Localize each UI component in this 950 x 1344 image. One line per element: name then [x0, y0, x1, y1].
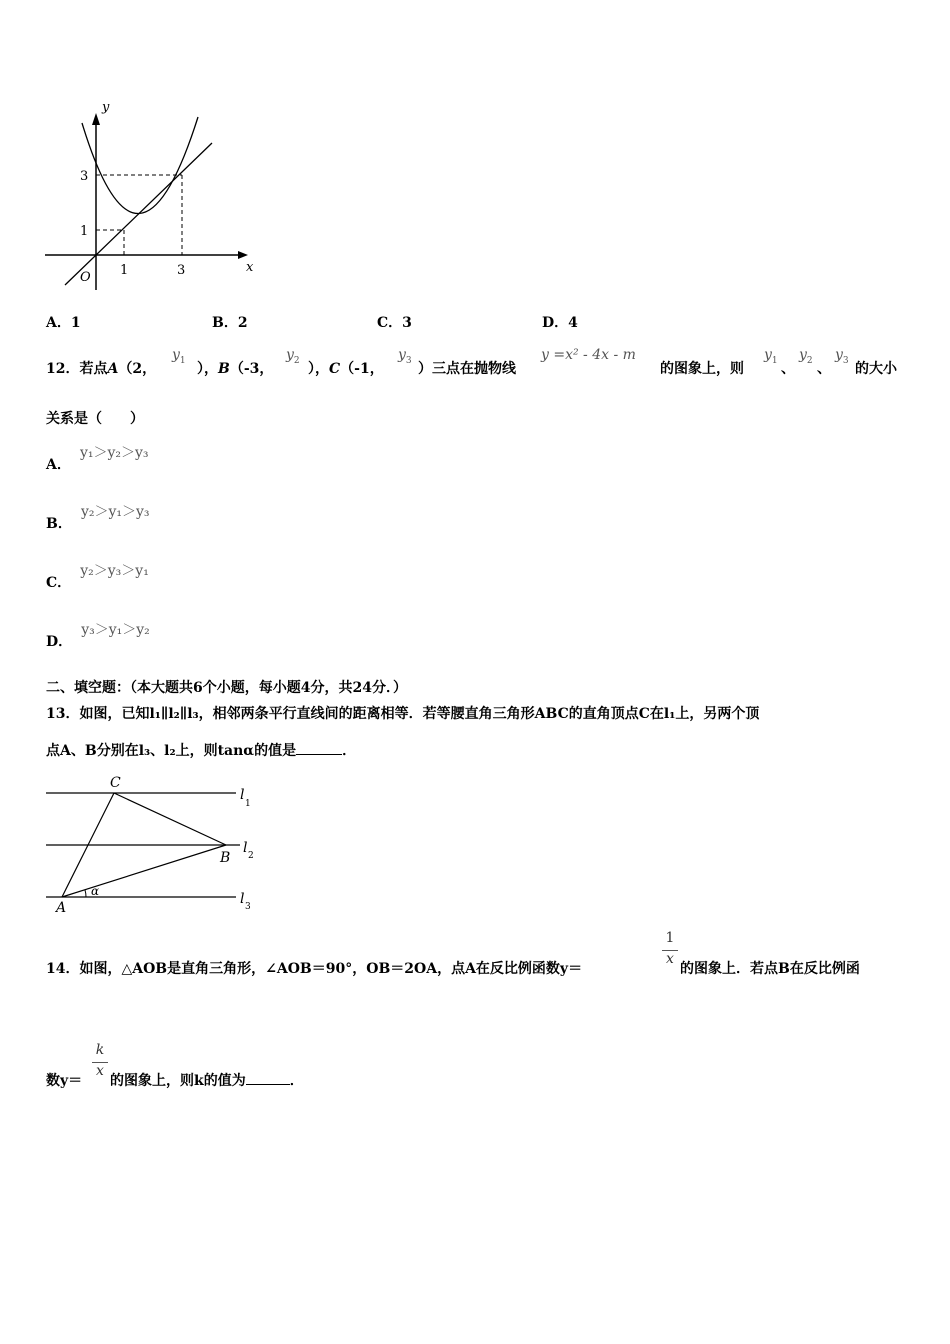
q12-stem-then: 的图象上，则: [660, 361, 744, 377]
option-label: A．: [46, 315, 71, 331]
option-label: C．: [46, 575, 72, 591]
parabola-line-figure: [40, 95, 270, 300]
tick-x3: 3: [177, 263, 186, 278]
q14-stem-line1-end: 的图象上．若点B在反比例函: [680, 961, 860, 977]
option-label: D．: [542, 315, 569, 331]
q12-y2: $y_2$: [286, 347, 300, 366]
tick-x1: 1: [120, 263, 129, 278]
q12-y2-ref: $y_2$: [799, 347, 813, 366]
section-heading: 二、填空题：（本大题共6个小题，每小题4分，共24分．）: [46, 680, 407, 696]
q14-stem-line2-end: 的图象上，则k的值为 ．: [110, 1073, 304, 1089]
label-c: C: [110, 775, 121, 791]
q12-stem-end: 的大小: [855, 361, 897, 377]
option-expr: y₂＞y₃＞y₁: [80, 563, 149, 579]
label-l2-sub: 2: [248, 851, 254, 861]
q11-option-d[interactable]: [542, 312, 578, 332]
q12-y1-ref: $y_1$: [764, 347, 778, 366]
side-ab: [62, 845, 226, 897]
tick-y3: 3: [80, 169, 89, 184]
y-axis-label: y: [102, 100, 110, 115]
q14-fraction-1-over-x: 1 x: [662, 930, 678, 967]
q12-option-d[interactable]: [46, 619, 150, 650]
q13-stem-line2: 点A、B分别在l₃、l₂上，则tanα的值是 ．: [46, 743, 357, 759]
label-alpha: α: [91, 884, 100, 898]
option-label: A．: [46, 457, 71, 473]
side-cb: [114, 793, 226, 845]
q12-y1: $y_1$: [172, 347, 186, 366]
answer-blank[interactable]: [296, 742, 342, 755]
q12-stem-line1: 12．若点A（2，: [46, 361, 157, 377]
option-value: 2: [237, 315, 248, 331]
option-expr: y₁＞y₂＞y₃: [79, 445, 149, 461]
option-expr: y₂＞y₁＞y₃: [80, 504, 150, 520]
q12-option-a[interactable]: [46, 442, 149, 473]
q12-stem-b: ），B（-3，: [197, 361, 274, 377]
q12-stem-parabola: ）三点在抛物线: [418, 361, 516, 377]
label-a: A: [56, 900, 67, 916]
y-axis-arrow: [92, 113, 100, 125]
q14-stem-line2: 数y＝: [46, 1073, 83, 1089]
q11-option-a[interactable]: [46, 312, 81, 332]
option-value: 3: [402, 315, 412, 331]
q12-option-c[interactable]: [46, 560, 149, 591]
q12-y3-ref: $y_3$: [835, 347, 849, 366]
parallel-lines-triangle-figure: [40, 772, 270, 917]
option-label: B．: [212, 315, 238, 331]
q14-fraction-k-over-x: k x: [92, 1042, 108, 1079]
option-label: C．: [377, 315, 403, 331]
label-l3: l: [240, 891, 245, 907]
q13-stem-line1: 13．如图，已知l₁∥l₂∥l₃，相邻两条平行直线间的距离相等．若等腰直角三角形ABC的直角顶点C在l₁上，另两个顶: [46, 706, 760, 722]
q12-stem-line2: 关系是（ ）: [46, 411, 144, 427]
option-expr: y₃＞y₁＞y₂: [81, 622, 150, 638]
q12-sep2: 、: [817, 361, 831, 377]
q14-stem-line1: 14．如图，△AOB是直角三角形，∠AOB＝90°，OB＝2OA，点A在反比例函数y＝: [46, 961, 583, 977]
option-value: 1: [70, 315, 81, 331]
angle-alpha-arc: [85, 890, 86, 897]
label-l2: l: [243, 840, 248, 856]
x-axis-label: x: [246, 260, 254, 275]
q12-parabola-expr: y =x² - 4x - m: [541, 347, 636, 363]
q12-sep1: 、: [781, 361, 795, 377]
q12-option-b[interactable]: [46, 501, 150, 532]
parabola-curve: [82, 117, 198, 214]
x-axis-arrow: [238, 251, 248, 259]
q11-option-b[interactable]: [212, 312, 248, 332]
label-l1-sub: 1: [245, 799, 251, 809]
label-b: B: [220, 850, 231, 866]
option-label: D．: [46, 634, 73, 650]
q12-stem-c: ），C（-1，: [308, 361, 384, 377]
label-l3-sub: 3: [245, 902, 251, 912]
option-value: 4: [568, 315, 578, 331]
answer-blank[interactable]: [246, 1072, 290, 1085]
label-l1: l: [240, 787, 245, 803]
option-label: B．: [46, 516, 72, 532]
origin-label: O: [80, 270, 91, 285]
q12-y3: $y_3$: [398, 347, 412, 366]
tick-y1: 1: [80, 224, 89, 239]
q11-option-c[interactable]: [377, 312, 412, 332]
